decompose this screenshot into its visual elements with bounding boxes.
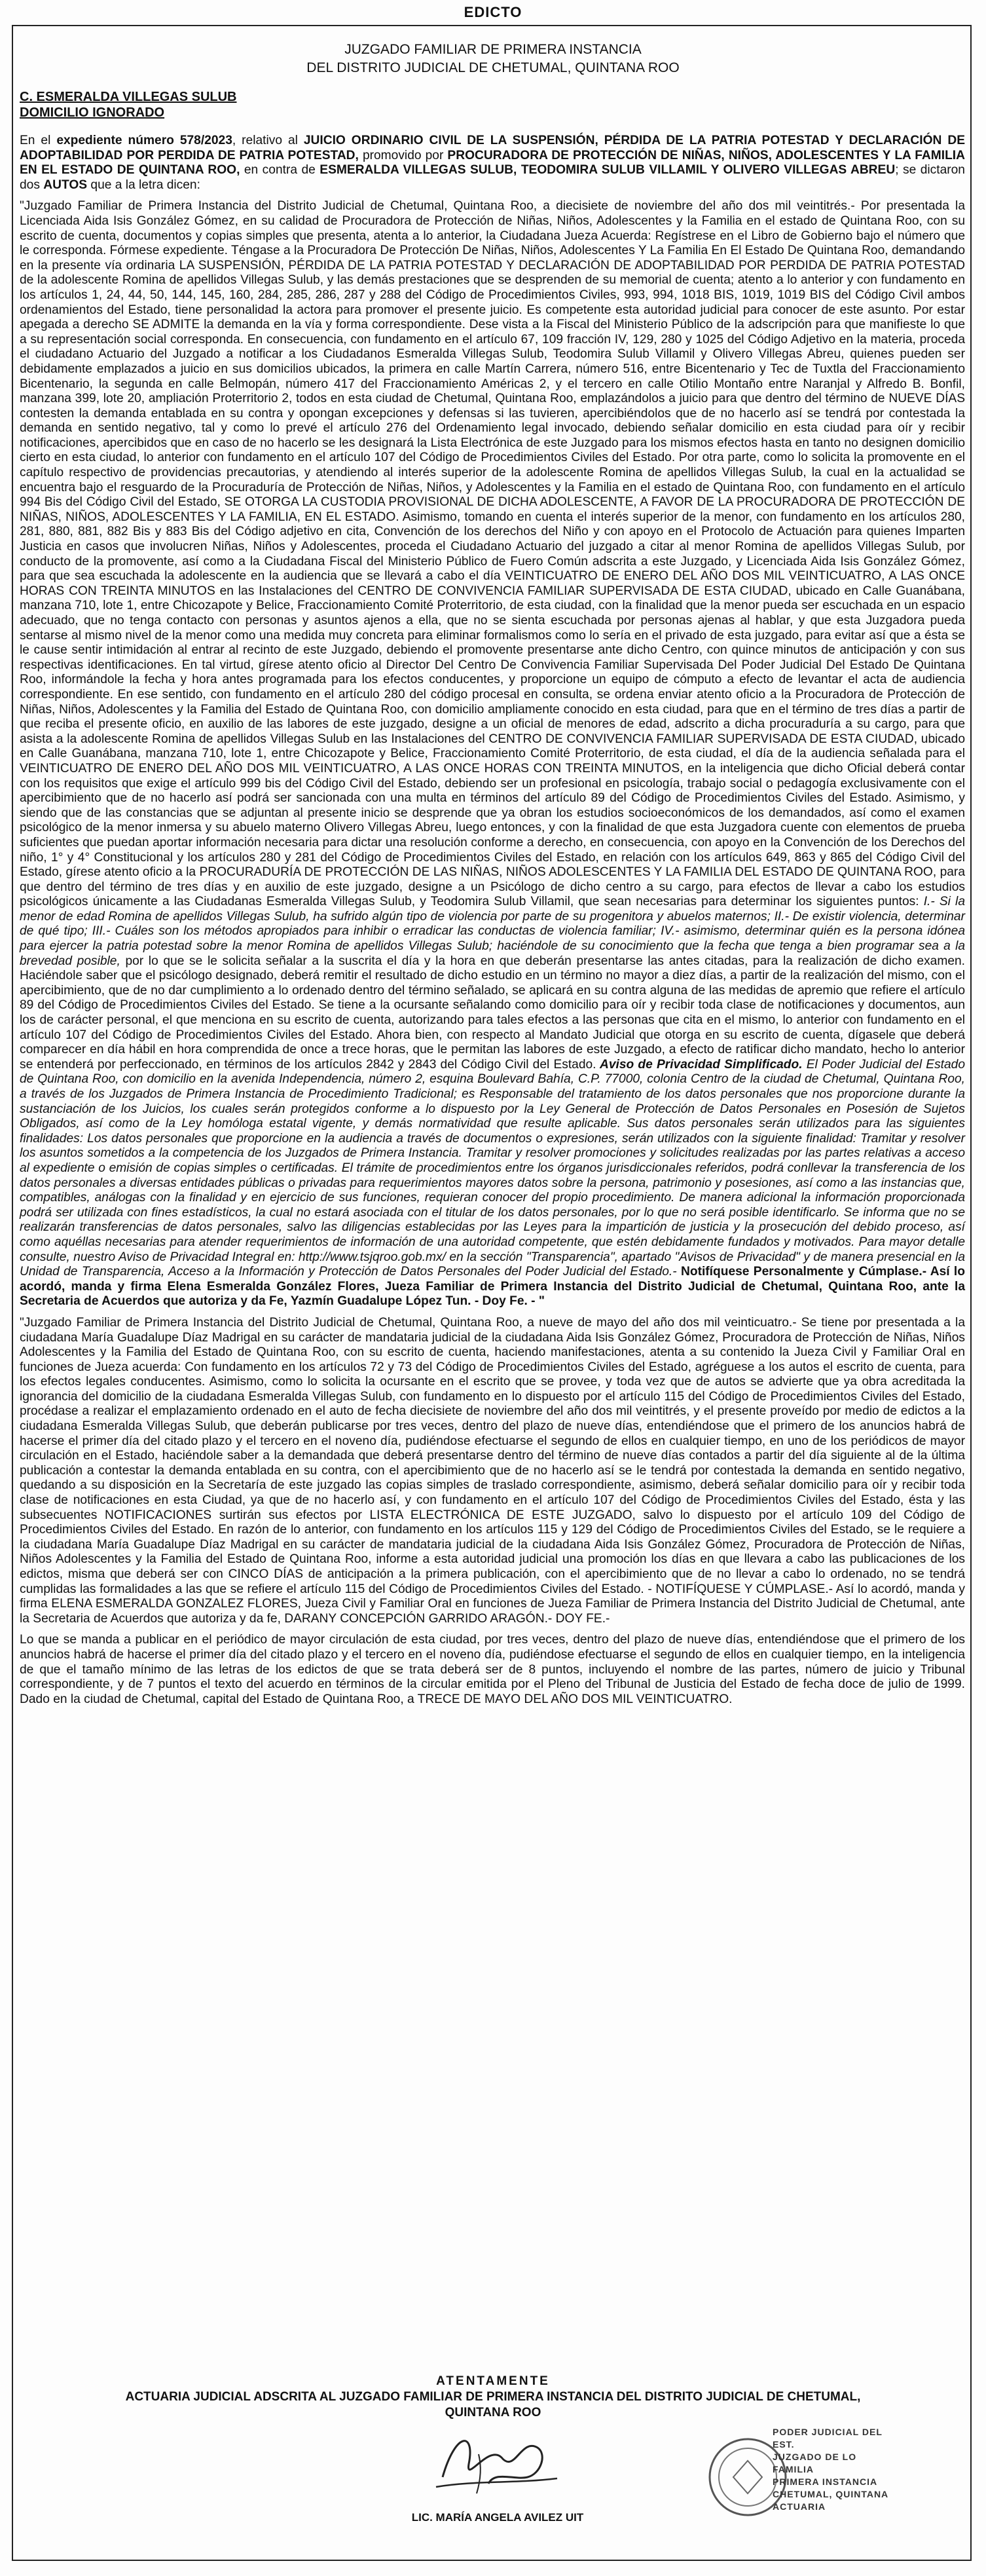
- addressee-domicile: DOMICILIO IGNORADO: [20, 105, 165, 120]
- edict-body: [20, 134, 965, 1713]
- first-court-order: "Juzgado Familiar de Primera Instancia del Distrito Judicial de Chetumal, Quintana Roo, a diecisiete de noviembre del año dos mil veintitrés.- Por presentada la Licenciada Aida Isis González Gómez, en su calidad de Procuradora de Protección de Niñas, Niños, Adolescentes y la Familia en el estado de Quintana Roo, con su escrito de cuenta, documentos y copias simples que presenta, atenta a lo anterior, la Ciudadana Jueza Acuerda: Regístrese en el Libro de Gobierno bajo el número que le corresponda. Fórmese expediente. Téngase a la Procuradora De Protección De Niñas, Niños, Adolescentes Y La Familia En El Estado De Quintana Roo, demandando en la presente vía ordinaria LA SUSPENSIÓN, PÉRDIDA DE LA PATRIA POTESTAD Y DECLARACIÓN DE ADOPTABILIDAD POR PERDIDA DE PATRIA POTESTAD de la adolescente Romina de apellidos Villegas Sulub, y las demás prestaciones que se desprenden de su memorial de cuenta; atento a lo anterior y con fundamento en los artículos 1, 24, 44, 50, 144, 145, 160, 284, 285, 286, 287 y 288 del Código de Procedimientos Civiles, 993, 994, 1018 BIS, 1019, 1019 BIS del Código Civil ambos ordenamientos del Estado, tiene personalidad la actora para promover el presente juicio. Es competente esta autoridad judicial para conocer de este asunto. Por estar apegada a derecho SE ADMITE la demanda en la vía y forma correspondiente. Dese vista a la Fiscal del Ministerio Público de la adscripción para que manifieste lo que a su representación social corresponda. En consecuencia, con fundamento en el artículo 67, 109 fracción IV, 129, 280 y 1025 del Código Adjetivo en la materia, proceda el ciudadano Actuario del Juzgado a notificar a los Ciudadanos Esmeralda Villegas Sulub, Teodomira Sulub Villamil y Olivero Villegas Abreu, quienes pueden ser debidamente emplazados a juicio en sus domicilios ubicados, la primera en calle Martín Carrera, número 516, entre Bicentenario y Tec de Tuxtla del Fraccionamiento Bicentenario, la segunda en calle Belmopán, número 417 del Fraccionamiento Américas 2, y el tercero en calle Otilio Montaño entre Naranjal y Alfredo B. Bonfil, manzana 399, lote 20, ampliación Proterritorio 2, todos en esta ciudad de Chetumal, Quintana Roo, emplazándolos a juicio para que dentro del término de NUEVE DÍAS contesten la demanda entablada en su contra y opongan excepciones y defensas si las tuvieren, apercibiéndolos que de no hacerlo así se tendrá por contestada la demanda en sentido negativo, tal y como lo prevé el artículo 276 del Ordenamiento legal invocado, debiendo señalar domicilio en esta ciudad para oír y recibir notificaciones, apercibidos que en caso de no hacerlo se les designará la Lista Electrónica de este Juzgado para los mismos efectos hasta en tanto no designen domicilio cierto en esta ciudad, lo anterior con fundamento en el artículo 107 del Código de Procedimientos Civiles del Estado. Por otra parte, como lo solicita la promovente en el capítulo respectivo de providencias precautorias, y atendiendo al interés superior de la adolescente Romina de apellidos Villegas Sulub, la cual en la actualidad se encuentra bajo el resguardo de la Procuraduría de Protección de Niñas, Niños, y Adolescentes y la Familia en el estado de Quintana Roo, con fundamento en el artículo 994 Bis del Código Civil del Estado, SE OTORGA LA CUSTODIA PROVISIONAL DE DICHA ADOLESCENTE, A FAVOR DE LA PROCURADORA DE PROTECCIÓN DE NIÑAS, NIÑOS, ADOLESCENTES Y LA FAMILIA, EN EL ESTADO. Asimismo, tomando en cuenta el interés superior de la menor, con fundamento en los artículos 280, 281, 880, 881, 882 Bis y 883 Bis del Código adjetivo en cita, Convención de los derechos del Niño y con apoyo en el Protocolo de Actuación para quienes Imparten Justicia en casos que involucren Niñas, Niños y Adolescentes, proceda el Ciudadano Actuario del juzgado a citar al menor Romina de apellidos Villegas Sulub, por conducto de la promovente, así como a la Ciudadana Fiscal del Ministerio Público de Fuero Común adscrita a este Juzgado, y Licenciada Aida Isis González Gómez, para que sea escuchada la adolescente en la audiencia que se llevará a cabo el día VEINTICUATRO DE ENERO DEL AÑO DOS MIL VEINTICUATRO, A LAS ONCE HORAS CON TREINTA MINUTOS en las Instalaciones del CENTRO DE CONVIVENCIA FAMILIAR SUPERVISADA DE ESTA CIUDAD, ubicado en Calle Guanábana, manzana 710, lote 1, entre Chicozapote y Belice, Fraccionamiento Comité Proterritorio, de esta ciudad, con la finalidad que la menor pueda ser escuchada en un espacio adecuado, que no tenga contacto con personas y asuntos ajenos a ella, que no se sienta escuchada por personas ajenas al hablar, y que esta Juzgadora pueda sentarse al mismo nivel de la menor como una medida muy concreta para eliminar formalismos como lo sería en el privado de esta juzgado, para evitar así que a ésta se le cause sentir intimidación al entrar al recinto de este Juzgado, debiendo el promovente presentarse ante dicho Centro, con quince minutos de anticipación y con sus respectivas identificaciones. En tal virtud, gírese atento oficio al Director Del Centro De Convivencia Familiar Supervisada Del Poder Judicial Del Estado De Quintana Roo, informándole la fecha y hora antes programada para los efectos conducentes, y proporcione un equipo de cómputo a efecto de levantar el acta de audiencia correspondiente. En ese sentido, con fundamento en el artículo 280 del código procesal en consulta, se ordena enviar atento oficio a la Procuradora de Protección de Niñas, Niños, Adolescentes y la Familia del Estado de Quintana Roo, con domicilio ampliamente conocido en esta ciudad, para que en el término de tres días a partir de que reciba el presente oficio, en auxilio de las labores de este juzgado, designe a un oficial de menores de edad, adscrito a dicha procuraduría a su cargo, para que asista a la adolescente Romina de apellidos Villegas Sulub en las Instalaciones del CENTRO DE CONVIVENCIA FAMILIAR SUPERVISADA DE ESTA CIUDAD, ubicado en Calle Guanábana, manzana 710, lote 1, entre Chicozapote y Belice, Fraccionamiento Comité Proterritorio, de esta ciudad, el día de la audiencia señalada para el VEINTICUATRO DE ENERO DEL AÑO DOS MIL VEINTICUATRO, A LAS ONCE HORAS CON TREINTA MINUTOS, en la inteligencia que dicho Oficial deberá contar con los requisitos que exige el artículo 999 bis del Código Civil del Estado, debiendo ser un profesional en psicología, trabajo social o pedagogía exclusivamente con el apercibimiento que de no hacerlo así podrá ser sancionada con una multa en términos del artículo 89 del Código de Procedimientos Civiles del Estado. Asimismo, y siendo que de las constancias que se adjuntan al presente inicio se desprende que ya obran los estudios socioeconómicos de los demandados, así como el examen psicológico de la menor inmersa y su abuelo materno Olivero Villegas Abreu, luego entonces, y con la finalidad de que esta Juzgadora cuente con elementos de prueba suficientes que puedan aportar información necesaria para dictar una resolución conforme a derecho, en consecuencia, con apoyo en la Convención de los Derechos del niño, 1° y 4° Constitucional y los artículos 280 y 281 del Código de Procedimientos Civiles del Estado, en relación con los artículos 649, 863 y 865 del Código Civil del Estado, gírese atento oficio a la PROCURADURÍA DE PROTECCIÓN DE LAS NIÑAS, NIÑOS ADOLESCENTES Y LA FAMILIA DEL ESTADO DE QUINTANA ROO, para que dentro del término de tres días y en auxilio de este juzgado, designe a un Psicólogo de dicho centro a su cargo, para efectos de llevar a cabo los estudios psicológicos únicamente a las Ciudadanas Esmeralda Villegas Sulub, y Teodomira Sulub Villamil, que sean necesarias para determinar los siguientes puntos: I.- Si la menor de edad Romina de apellidos Villegas Sulub, ha sufrido algún tipo de violencia por parte de su progenitora y abuelos maternos; II.- De existir violencia, determinar de qué tipo; III.- Cuáles son los métodos apropiados para inhibir o erradicar las conductas de violencia familiar; IV.- asimismo, determinar quién es la persona idónea para ejercer la patria potestad sobre la menor Romina de apellidos Villegas Sulub; haciéndole de su conocimiento que la fecha que tenga a bien programar sea a la brevedad posible, por lo que se le solicita señalar a la suscrita el día y la hora en que deberán presentarse las antes citadas, para la realización de dicho examen. Haciéndole saber que el psicólogo designado, deberá remitir el resultado de dicho estudio en un término no mayor a diez días, a partir de la realización del mismo, con el apercibimiento, que de no dar cumplimiento a lo ordenado dentro del término señalado, se aplicará en su contra alguna de las medidas de apremio que refiere el artículo 89 del Código de Procedimientos Civiles del Estado. Se tiene a la ocursante señalando como domicilio para oír y recibir toda clase de notificaciones y documentos, aun los de carácter personal, el que menciona en su escrito de cuenta, autorizando para tales efectos a las personas que cita en el mismo, lo anterior con fundamento en el artículo 107 del Código de Procedimientos Civiles del Estado. Ahora bien, con respecto al Mandato Judicial que otorga en su escrito de cuenta, dígasele que deberá comparecer en día hábil en hora comprendida de once a trece horas, que le permitan las labores de este Juzgado, a efecto de ratificar dicho mandato, hecho lo anterior se entenderá por perfeccionado, en términos de los artículos 2842 y 2843 del Código Civil del Estado. Aviso de Privacidad Simplificado. El Poder Judicial del Estado de Quintana Roo, con domicilio en la avenida Independencia, número 2, esquina Boulevard Bahía, C.P. 77000, colonia Centro de la ciudad de Chetumal, Quintana Roo, a través de los Juzgados de Primera Instancia de Procedimiento Tradicional; es Responsable del tratamiento de los datos personales que nos proporcione durante la sustanciación de los Juicios, los cuales serán protegidos conforme a lo dispuesto por la Ley General de Protección de Datos Personales en Posesión de Sujetos Obligados, así como de la Ley homóloga estatal vigente, y demás normatividad que resulte aplicable. Sus datos personales serán utilizados para las siguientes finalidades: Los datos personales que proporcione en la audiencia a través de documentos o expresiones, serán utilizados con la siguiente finalidad: Tramitar y resolver los asuntos sometidos a la competencia de los Juzgados de Primera Instancia. Tramitar y resolver promociones y solicitudes realizadas por las partes relativas a acceso al expediente o emisión de copias simples o certificadas. El trámite de procedimientos entre los órganos jurisdiccionales referidos, podrá conllevar la transferencia de los datos personales a diversas entidades públicas o privadas para requerimientos mayores datos sobre la persona, patrimonio y posesiones, así como a las instancias que, compatibles, análogas con la finalidad y en ejercicio de sus funciones, requieran conocer del propio procedimiento. De manera adicional la información proporcionada podrá ser utilizada con fines estadísticos, la cual no estará asociada con el titular de los datos personales, por lo que no será posible identificarlo. Se informa que no se realizarán transferencias de datos personales, salvo las diligencias establecidas por las Leyes para la impartición de justicia y la prosecución del debido proceso, así como aquéllas necesarias para atender requerimientos de información de una autoridad competente, que estén debidamente fundados y motivados. Para mayor detalle consulte, nuestro Aviso de Privacidad Integral en: http://www.tsjqroo.gob.mx/ en la sección "Transparencia", apartado "Avisos de Privacidad" y de manera presencial en la Unidad de Transparencia, Acceso a la Información y Protección de Datos Personales del Poder Judicial del Estado.- Notifíquese Personalmente y Cúmplase.- Así lo acordó, manda y firma Elena Esmeralda González Flores, Jueza Familiar de Primera Instancia del Distrito Judicial de Chetumal, Quintana Roo, ante la Secretaria de Acuerdos que autoriza y da Fe, Yazmín Guadalupe López Tun. - Doy Fe. - ": [20, 199, 966, 1309]
- addressee-block: [20, 89, 237, 121]
- addressee-name: C. ESMERALDA VILLEGAS SULUB: [20, 90, 237, 104]
- closing-paragraph: Lo que se manda a publicar en el periódico de mayor circulación de esta ciudad, por tres veces, dentro del plazo de nueve días, entendiéndose que el primero de los anuncios habrá de hacerse el primer día del citado plazo y el tercero en el noveno día, pudiéndose efectuarse el segundo de ellos en cualquier tiempo, en la inteligencia de que el tamaño mínimo de las letras de los edictos de que se trata deberá ser de 8 puntos, incluyendo el nombre de las partes, número de juicio y Tribunal correspondiente, y de 7 puntos el texto del acuerdo en términos de la circular emitida por el Pleno del Tribunal de Justicia del Estado de fecha doce de julio de 1999. Dado en la ciudad de Chetumal, capital del Estado de Quintana Roo, a TRECE DE MAYO DEL AÑO DOS MIL VEINTICUATRO.: [20, 1633, 965, 1706]
- document-label: EDICTO: [464, 4, 522, 20]
- privacy-notice-text: El Poder Judicial del Estado de Quintana Roo, con domicilio en la avenida Independencia, número 2, esquina Boulevard Bahía, C.P. 77000, colonia Centro de la ciudad de Chetumal, Quintana Roo, a través de los Juzgados de Primera Instancia de Procedimiento Tradicional; es Responsable del tratamiento de los datos personales que nos proporcione durante la sustanciación de los Juicios, los cuales serán protegidos conforme a lo dispuesto por la Ley General de Protección de Datos Personales en Posesión de Sujetos Obligados, así como de la Ley homóloga estatal vigente, y demás normatividad que resulte aplicable. Sus datos personales serán utilizados para las siguientes finalidades: Los datos personales que proporcione en la audiencia a través de documentos o expresiones, serán utilizados con la siguiente finalidad: Tramitar y resolver los asuntos sometidos a la competencia de los Juzgados de Primera Instancia. Tramitar y resolver promociones y solicitudes realizadas por las partes relativas a acceso al expediente o emisión de copias simples o certificadas. El trámite de procedimientos entre los órganos jurisdiccionales referidos, podrá conllevar la transferencia de los datos personales a diversas entidades públicas o privadas para requerimientos mayores datos sobre la persona, patrimonio y posesiones, así como a las instancias que, compatibles, análogas con la finalidad y en ejercicio de sus funciones, requieran conocer del propio procedimiento. De manera adicional la información proporcionada podrá ser utilizada con fines estadísticos, la cual no estará asociada con el titular de los datos personales, por lo que no será posible identificarlo. Se informa que no se realizarán transferencias de datos personales, salvo las diligencias establecidas por las Leyes para la impartición de justicia y la prosecución del debido proceso, así como aquéllas necesarias para atender requerimientos de información de una autoridad competente, que estén debidamente fundados y motivados. Para mayor detalle consulte, nuestro Aviso de Privacidad Integral en: http://www.tsjqroo.gob.mx/ en la sección "Transparencia", apartado "Avisos de Privacidad" y de manera presencial en la Unidad de Transparencia, Acceso a la Información y Protección de Datos Personales del Poder Judicial del Estado.-: [20, 1057, 966, 1279]
- privacy-notice-title: Aviso de Privacidad Simplificado.: [596, 1057, 803, 1072]
- actuary-title: ACTUARIA JUDICIAL ADSCRITA AL JUZGADO FAMILIAR DE PRIMERA INSTANCIA DEL DISTRITO JUDICIAL DE CHETUMAL,: [125, 2390, 861, 2404]
- seal-text: PODER JUDICIAL DEL EST. JUZGADO DE LO FAMILIA PRIMERA INSTANCIA CHETUMAL, QUINTANA ACTUARIA: [773, 2427, 889, 2512]
- signer-name: LIC. MARÍA ANGELA AVILEZ UIT: [411, 2511, 584, 2524]
- court-district: DEL DISTRITO JUDICIAL DE CHETUMAL, QUINTANA ROO: [306, 60, 680, 75]
- second-court-order: "Juzgado Familiar de Primera Instancia del Distrito Judicial de Chetumal, Quintana Roo, a nueve de mayo del año dos mil veinticuatro.- Se tiene por presentada a la ciudadana María Guadalupe Díaz Madrigal en su carácter de mandataria judicial de la ciudadana Aida Isis González Gómez, Procuradora de Protección de Niñas, Niños Adolescentes y la Familia del Estado de Quintana Roo, con su escrito de cuenta, haciendo manifestaciones, atenta a su contenido la Jueza Civil y Familiar Oral en funciones de Jueza acuerda: Con fundamento en los artículos 72 y 73 del Código de Procedimientos Civiles del Estado, agréguese a los autos el escrito de cuenta, para los efectos legales conducentes. Asimismo, como lo solicita la ocursante en el escrito que se provee, y toda vez que de autos se advierte que ya obra acreditada la ignorancia del domicilio de la ciudadana Esmeralda Villegas Sulub, con fundamento en lo dispuesto por el artículo 115 del Código de Procedimientos Civiles del Estado, procédase a realizar el emplazamiento ordenado en el auto de fecha diecisiete de noviembre del año dos mil veintitrés, y el presente proveído por medio de edictos a la ciudadana Esmeralda Villegas Sulub, que deberán publicarse por tres veces, dentro del plazo de nueve días, entendiéndose que el primero de los anuncios habrá de hacerse el primer día del citado plazo y el tercero en el noveno día, pudiéndose efectuarse el segundo de ellos en cualquier tiempo, en uno de los periódicos de mayor circulación en el Estado, haciéndole saber a la demandada que deberá presentarse dentro del término de nueve días contados a partir del día siguiente al de la última publicación a contestar la demanda entablada en su contra, con el apercibimiento que de no hacerlo así se le tendrá por contestada la demanda en sentido negativo, quedando a su disposición en la Secretaría de este juzgado las copias simples de traslado correspondiente, asimismo, deberá señalar domicilio para oír y recibir toda clase de notificaciones en esta Ciudad, ya que de no hacerlo así, y con fundamento en el artículo 107 del Código de Procedimientos Civiles del Estado, ésta y las subsecuentes NOTIFICACIONES surtirán sus efectos por LISTA ELECTRÓNICA DE ESTE JUZGADO, salvo lo dispuesto por el artículo 109 del Código de Procedimientos Civiles del Estado. En razón de lo anterior, con fundamento en los artículos 115 y 129 del Código de Procedimientos Civiles del Estado, se le requiere a la ciudadana María Guadalupe Díaz Madrigal en su carácter de mandataria judicial de la ciudadana Aida Isis González Gómez, Procuradora de Protección de Niñas, Niños Adolescentes y la Familia del Estado de Quintana Roo, informe a esta autoridad judicial una promoción los días en que llevara a cabo las publicaciones de los edictos, misma que deberá ser con CINCO DÍAS de anticipación a la primera publicación, con el apercibimiento que de no llevar a cabo lo ordenado, no se tendrá cumplidas las formalidades a las que se refiere el artículo 115 del Código de Procedimientos Civiles del Estado. - NOTIFÍQUESE Y CÚMPLASE.- Así lo acordó, manda y firma ELENA ESMERALDA GONZALEZ FLORES, Jueza Civil y Familiar Oral en funciones de Jueza Familiar de Primera Instancia del Distrito Judicial de Chetumal, ante la Secretaria de Acuerdos que autoriza y da fe, DARANY CONCEPCIÓN GARRIDO ARAGÓN.- DOY FE.-: [20, 1315, 965, 1626]
- atentamente-label: ATENTAMENTE: [436, 2374, 550, 2388]
- handwritten-signature: [416, 2418, 574, 2503]
- court-name: JUZGADO FAMILIAR DE PRIMERA INSTANCIA: [344, 42, 642, 57]
- intro-paragraph: En el expediente número 578/2023, relativo al JUICIO ORDINARIO CIVIL DE LA SUSPENSIÓN, PÉRDIDA DE LA PATRIA POTESTAD Y DECLARACIÓN DE ADOPTABILIDAD POR PERDIDA DE PATRIA POTESTAD, promovido por PROCURADORA DE PROTECCIÓN DE NIÑAS, NIÑOS, ADOLESCENTES Y LA FAMILIA EN EL ESTADO DE QUINTANA ROO, en contra de ESMERALDA VILLEGAS SULUB, TEODOMIRA SULUB VILLAMIL Y OLIVERO VILLEGAS ABREU; se dictaron dos AUTOS que a la letra dicen:: [20, 134, 966, 192]
- actuary-title-state: QUINTANA ROO: [445, 2406, 541, 2419]
- court-header: [0, 41, 986, 77]
